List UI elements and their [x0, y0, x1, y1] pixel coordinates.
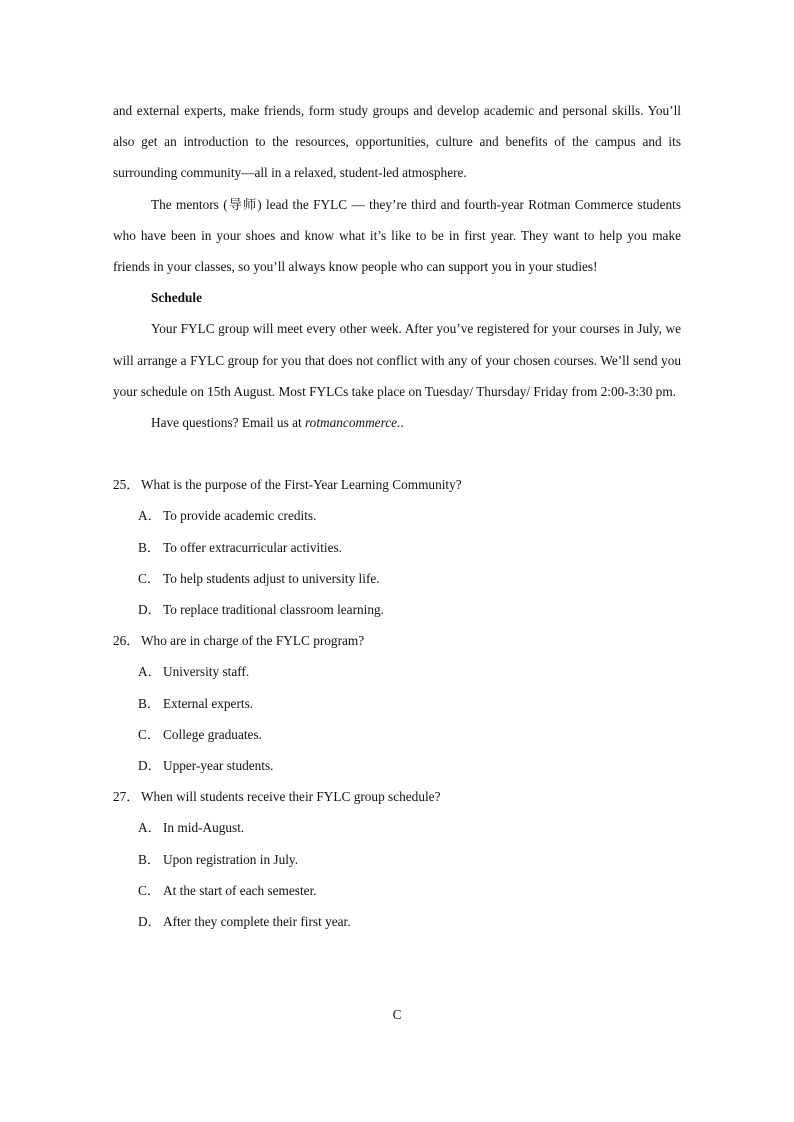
passage-paragraph-1: and external experts, make friends, form study groups and develop academic and personal skills. You’ll also get an introduction to the resources, opportunities, culture and benefits of the campus and its surrounding community—all in a relaxed, student-led atmosphere.: [113, 103, 681, 181]
option-label: B．: [138, 539, 161, 555]
question-block: [113, 781, 681, 937]
passage-paragraph-2: The mentors (导师) lead the FYLC — they’re third and fourth-year Rotman Commerce students who have been in your shoes and know what it’s like to be in first year. They want to help you make friends in your classes, so you’ll always know people who can support you in your studies!: [113, 196, 681, 275]
option-label: B．: [138, 851, 161, 867]
option-label: C．: [138, 570, 161, 586]
option-text: Upper-year students.: [163, 758, 274, 774]
option-text: At the start of each semester.: [163, 882, 317, 898]
option-label: D．: [138, 914, 161, 930]
document-page: [113, 95, 681, 937]
option-text: In mid-August.: [163, 820, 245, 836]
option-text: To offer extracurricular activities.: [163, 539, 342, 555]
contact-suffix: .: [400, 415, 404, 431]
question-stem: [113, 469, 681, 500]
answer-option: [113, 750, 681, 781]
question-text: When will students receive their FYLC group schedule?: [141, 789, 441, 805]
answer-option: [113, 500, 681, 531]
answer-option: [113, 875, 681, 906]
question-block: [113, 469, 681, 625]
question-list: [113, 469, 681, 937]
option-text: After they complete their first year.: [163, 914, 351, 930]
option-label: D．: [138, 602, 161, 618]
question-number: 25．: [113, 477, 140, 493]
section-marker: C: [392, 1007, 402, 1022]
option-label: A．: [138, 508, 161, 524]
question-number: 26．: [113, 633, 140, 649]
question-number: 27．: [113, 789, 140, 805]
option-text: University staff.: [163, 664, 250, 680]
option-label: C．: [138, 882, 161, 898]
answer-option: [113, 719, 681, 750]
option-label: B．: [138, 695, 161, 711]
answer-option: [113, 688, 681, 719]
option-text: To help students adjust to university life.: [163, 570, 380, 586]
contact-email: rotmancommerce.: [305, 415, 401, 431]
contact-prefix: Have questions? Email us at: [151, 415, 305, 431]
option-label: C．: [138, 726, 161, 742]
question-block: [113, 625, 681, 781]
answer-option: [113, 656, 681, 687]
contact-line: [113, 407, 681, 438]
passage-paragraph-3: Your FYLC group will meet every other week. After you’ve registered for your courses in July, we will arrange a FYLC group for you that does not conflict with any of your chosen courses. We’ll send you your schedule on 15th August. Most FYLCs take place on Tuesday/ Thursday/ Friday from 2:00-3:30 pm.: [113, 321, 681, 399]
option-text: To provide academic credits.: [163, 508, 317, 524]
question-text: Who are in charge of the FYLC program?: [141, 633, 365, 649]
answer-option: [113, 532, 681, 563]
option-label: A．: [138, 664, 161, 680]
question-stem: [113, 625, 681, 656]
option-text: College graduates.: [163, 726, 262, 742]
answer-option: [113, 812, 681, 843]
answer-option: [113, 594, 681, 625]
answer-option: [113, 906, 681, 937]
question-stem: [113, 781, 681, 812]
option-text: External experts.: [163, 695, 254, 711]
question-text: What is the purpose of the First-Year Learning Community?: [141, 477, 462, 493]
answer-option: [113, 563, 681, 594]
answer-option: [113, 844, 681, 875]
option-label: D．: [138, 758, 161, 774]
option-text: Upon registration in July.: [163, 851, 299, 867]
schedule-heading: Schedule: [151, 290, 202, 306]
option-text: To replace traditional classroom learning.: [163, 602, 384, 618]
option-label: A．: [138, 820, 161, 836]
